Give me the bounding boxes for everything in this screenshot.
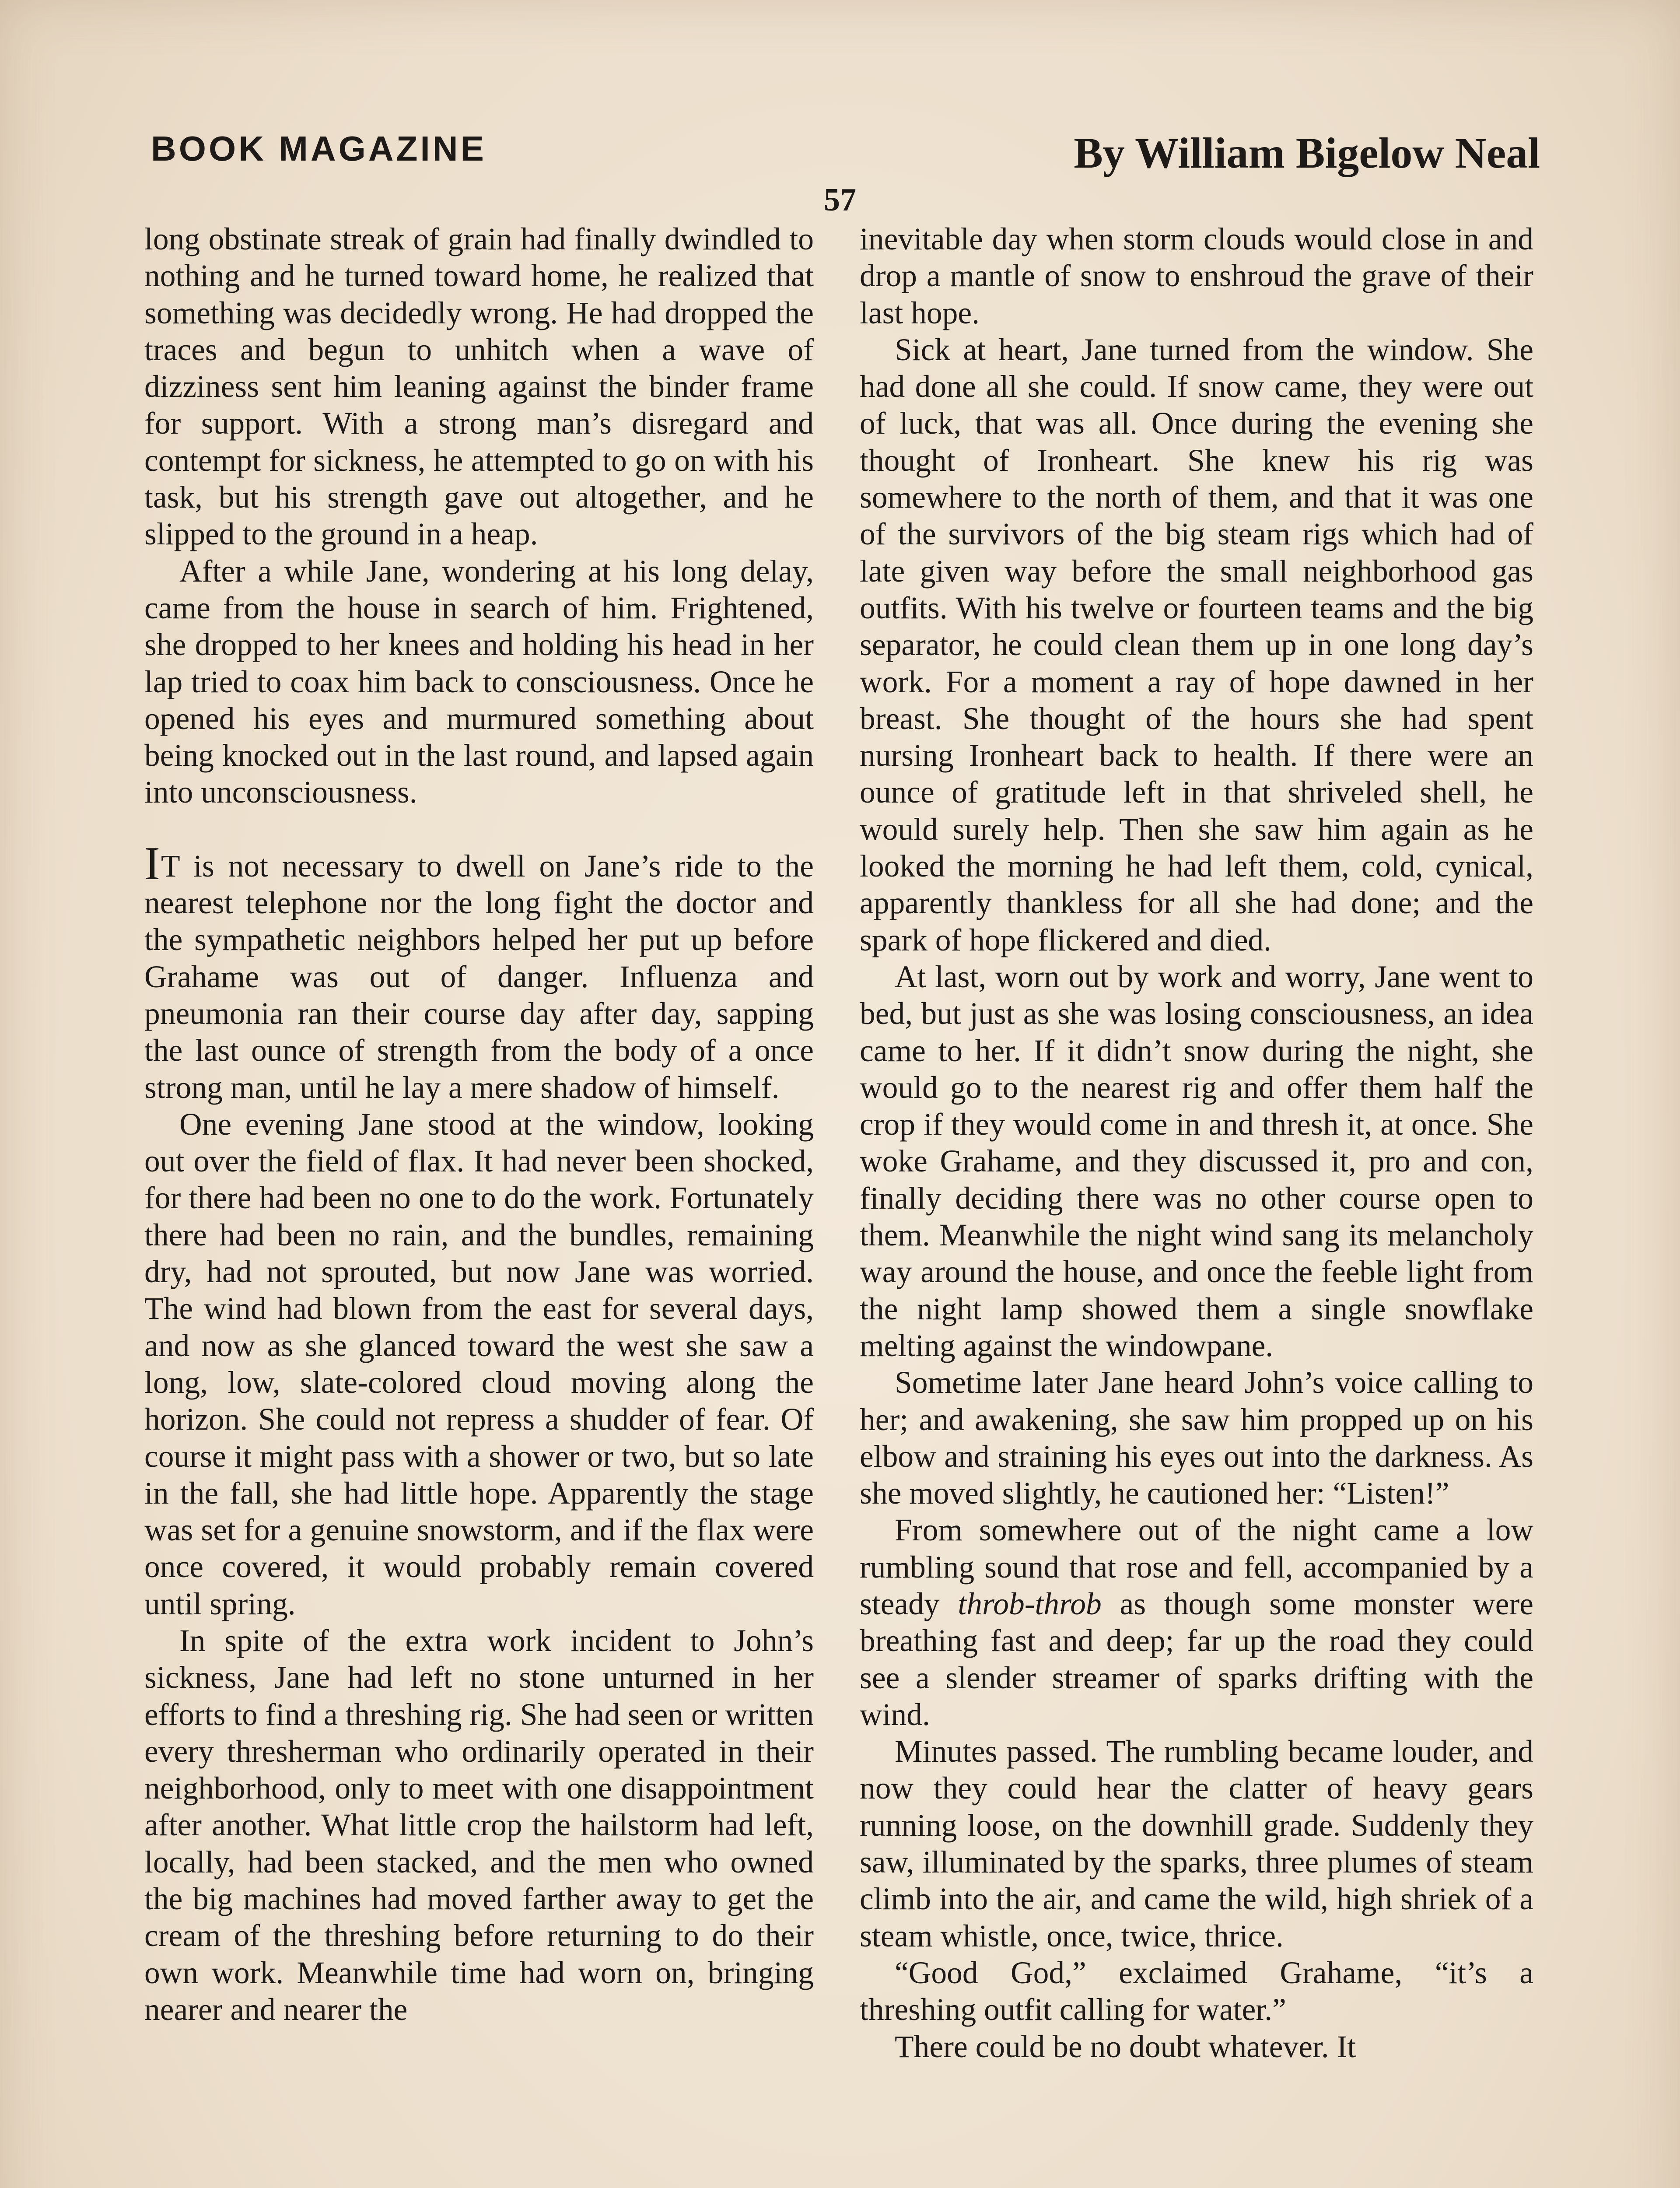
- section-start-paragraph: [144, 837, 814, 1106]
- paragraph: inevitable day when storm clouds would close in and drop a mantle of snow to enshroud the grave of their last hope.: [860, 222, 1533, 330]
- page-number: 57: [824, 182, 856, 218]
- paragraph: At last, worn out by work and worry, Jane went to bed, but just as she was losing consciousness, an idea came to her. If it didn’t snow during the night, she would go to the nearest rig and offer them half the crop if they would come in and thresh it, at once. She woke Grahame, and they discussed it, pro and con, finally deciding there was no other course open to them. Meanwhile the night wind sang its melancholy way around the house, and once the feeble light from the night lamp showed them a single snowflake melting against the windowpane.: [860, 959, 1533, 1363]
- paragraph: Minutes passed. The rumbling became louder, and now they could hear the clatter of heavy gears running loose, on the downhill grade. Suddenly they saw, illuminated by the sparks, three plumes of steam climb into the air, and came the wild, high shriek of a steam whistle, once, twice, thrice.: [860, 1734, 1533, 1953]
- paragraph: There could be no doubt whatever. It: [895, 2029, 1356, 2064]
- emphasized-text: throb-throb: [958, 1586, 1102, 1621]
- paragraph: One evening Jane stood at the window, looking out over the field of flax. It had never been shocked, for there had been no one to do the work. Fortunately there had been no rain, and the bundles, remaining dry, had not sprouted, but now Jane was worried. The wind had blown from the east for several days, and now as she glanced toward the west she saw a long, low, slate-colored cloud moving along the horizon. She could not repress a shudder of fear. Of course it might pass with a shower or two, but so late in the fall, she had little hope. Apparently the stage was set for a genuine snowstorm, and if the flax were once covered, it would probably remain covered until spring.: [144, 1107, 814, 1621]
- paragraph: “Good God,” exclaimed Grahame, “it’s a threshing outfit calling for water.”: [860, 1955, 1533, 2027]
- magazine-title: BOOK MAGAZINE: [151, 129, 486, 168]
- drop-cap: I: [144, 837, 160, 890]
- left-text-column: [144, 221, 814, 2028]
- paragraph: In spite of the extra work incident to John’s sickness, Jane had left no stone unturned in her efforts to find a threshing rig. She had seen or written every thresherman who ordinarily operated in their neighborhood, only to meet with one disappointment after another. What little crop the hailstorm had left, locally, had been stacked, and the men who owned the big machines had moved farther away to get the cream of the threshing before returning to do their own work. Meanwhile time had worn on, bringing nearer and nearer the: [144, 1623, 814, 2027]
- paragraph: Sick at heart, Jane turned from the window. She had done all she could. If snow came, they were out of luck, that was all. Once during the evening she thought of Ironheart. She knew his rig was somewhere to the north of them, and that it was one of the survivors of the big steam rigs which had of late given way before the small neighborhood gas outfits. With his twelve or fourteen teams and the big separator, he could clean them up in one long day’s work. For a moment a ray of hope dawned in her breast. She thought of the hours she had spent nursing Ironheart back to health. If there were an ounce of gratitude left in that shriveled shell, he would surely help. Then she saw him again as he looked the morning he had left them, cold, cynical, apparently thankless for all she had done; and the spark of hope flickered and died.: [860, 332, 1533, 957]
- author-byline: By William Bigelow Neal: [1074, 129, 1540, 177]
- paragraph: [860, 1512, 1533, 1733]
- paragraph-text: T is not necessary to dwell on Jane’s ride to the nearest telephone nor the long fight the doctor and the sympathetic neighbors helped her put up before Grahame was out of danger. Influenza and pneumonia ran their course day after day, sapping the last ounce of strength from the body of a once strong man, until he lay a mere shadow of himself.: [144, 849, 814, 1105]
- right-text-column: [860, 221, 1533, 2065]
- paragraph-text: as though some monster were breathing fast and deep; far up the road they could see a slender streamer of sparks drifting with the wind.: [860, 1586, 1533, 1732]
- paragraph: long obstinate streak of grain had finally dwindled to nothing and he turned toward home, he realized that something was decidedly wrong. He had dropped the traces and begun to unhitch when a wave of dizziness sent him leaning against the binder frame for support. With a strong man’s disregard and contempt for sickness, he attempted to go on with his task, but his strength gave out altogether, and he slipped to the ground in a heap.: [144, 222, 814, 552]
- paragraph: Sometime later Jane heard John’s voice calling to her; and awakening, she saw him propped up on his elbow and straining his eyes out into the darkness. As she moved slightly, he cautioned her: “Listen!”: [860, 1365, 1533, 1511]
- paragraph: After a while Jane, wondering at his long delay, came from the house in search of him. Frightened, she dropped to her knees and holding his head in her lap tried to coax him back to consciousness. Once he opened his eyes and murmured something about being knocked out in the last round, and lapsed again into unconsciousness.: [144, 554, 814, 810]
- paragraph-text: From somewhere out of the night came a low rumbling sound that rose and fell, accompanied by a steady: [860, 1513, 1533, 1621]
